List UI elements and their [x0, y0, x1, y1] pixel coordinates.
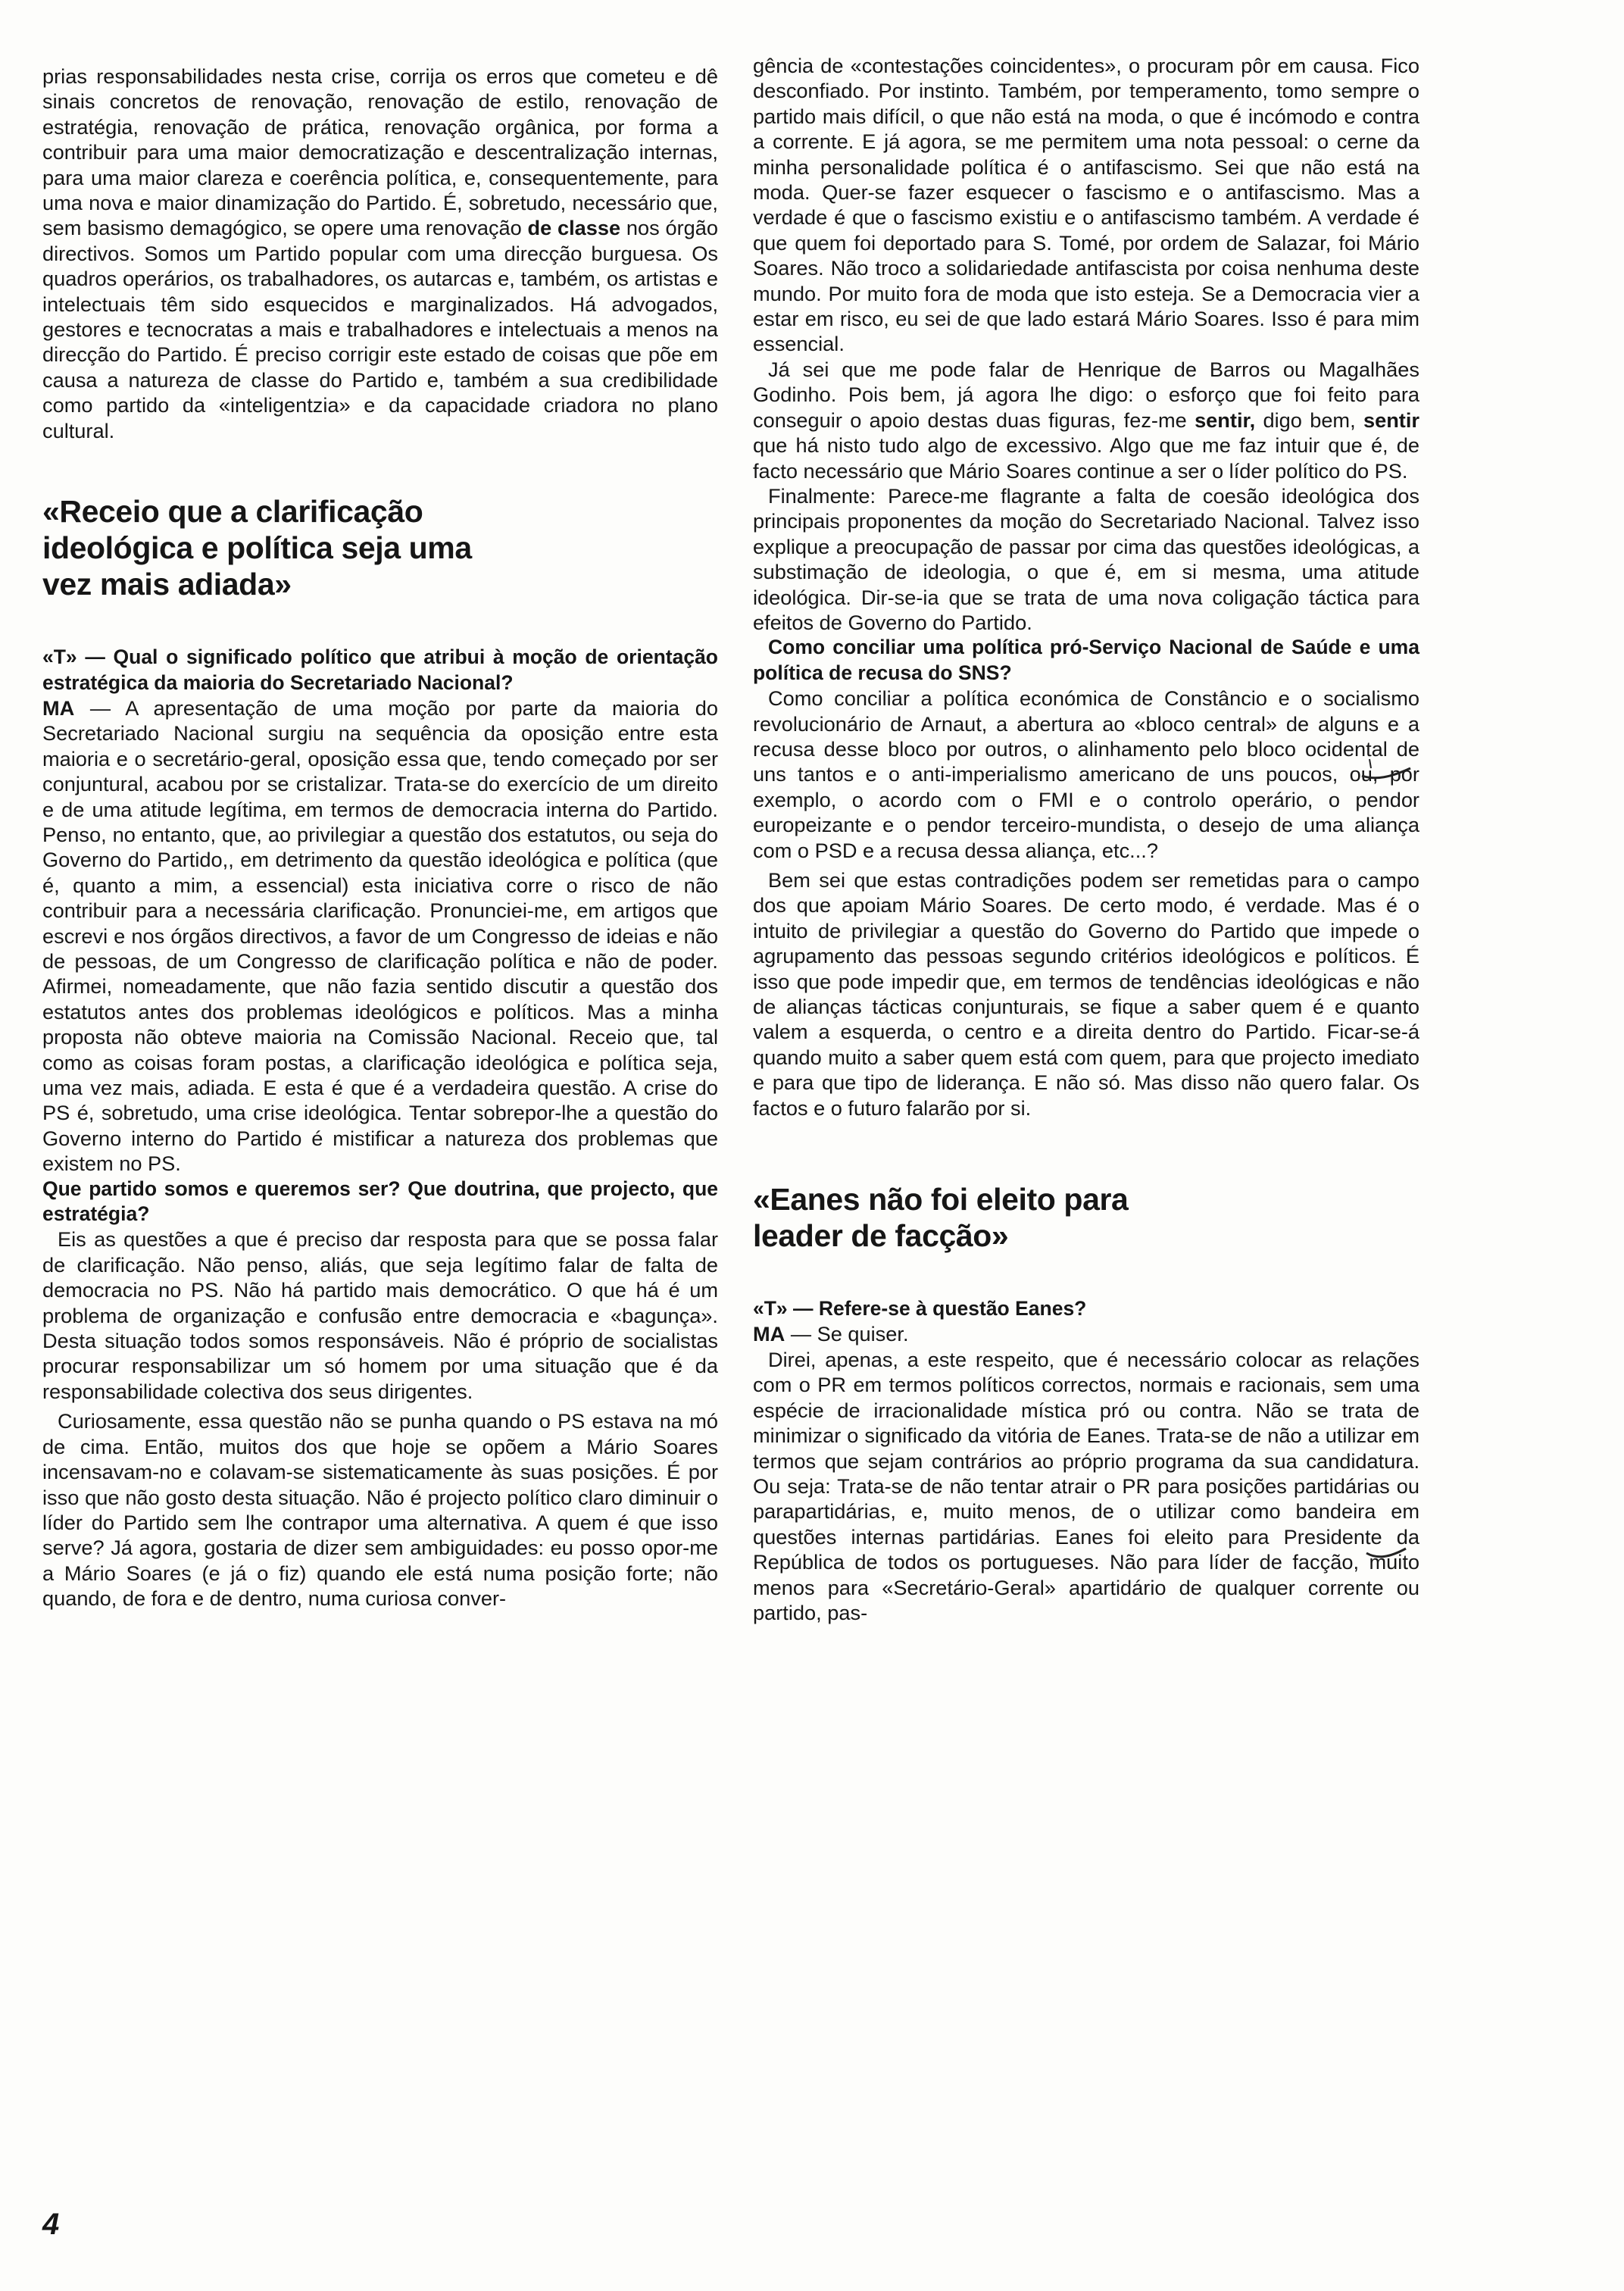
answer-mocao: MA — A apresentação de uma moção por parte da maioria do Secretariado Nacional surgiu na sequência da oposição entre esta maioria e o secretário-geral, oposição essa que, tendo começado por ser conjuntural, acabou por se cristalizar. Trata-se do exercício de um direito e de uma atitude legítima, em termos de democracia interna do Partido. Penso, no entanto, que, ao privilegiar a questão dos estatutos, ou seja do Governo do Partido,, em detrimento da questão ideológica e política (que é, quanto a mim, a essencial) esta iniciativa corre o risco de não contribuir para a necessária clarificação. Pronunciei-me, em artigos que escrevi e nos órgãos directivos, a favor de um Congresso de ideias e não de pessoas, de um Congresso de clarificação política e não de poder. Afirmei, nomeadamente, que não fazia sentido discutir a questão dos estatutos antes dos problemas ideológicos e políticos. Mas a minha proposta não obteve maioria na Comissão Nacional. Receio que, tal como as coisas foram postas, a clarificação ideológica e política seja, uma vez mais, adiada. E esta é que é a verdadeira questão. A crise do PS é, sobretudo, uma crise ideológica. Tentar sobrepor-lhe a questão do Governo interno do Partido é mistificar a natureza dos problemas que existem no PS. [42, 695, 718, 1176]
heading-clarificacao: «Receio que a clarificação ideológica e política seja uma vez mais adiada» [42, 494, 472, 602]
right-paragraph-conciliar: Como conciliar a política económica de Constâncio e o socialismo revolucionário de Arnaut, a abertura ao «bloco central» de alguns e a recusa desse bloco por outros, o alinhamento pelo bloco ocidental de uns tantos e o anti-imperialismo americano de uns poucos, ou, por exemplo, o acordo com o FMI e o controlo operário, o pendor europeizante e o pendor terceiro-mundista, o desejo de uma aliança com o PSD e a recusa dessa aliança, etc...? [753, 686, 1419, 862]
right-paragraph-contradicoes: Bem sei que estas contradições podem ser remetidas para o campo dos que apoiam Mário Soares. De certo modo, é verdade. Mas é o intuito de privilegiar a questão do Governo do Partido que impede o agrupamento das pessoas segundo critérios ideológicos e políticos. É isso que pode impedir que, em termos de tendências ideológicas e não de alianças tácticas conjunturais, se fique a saber quem é e quanto valem a esquerda, o centro e a direita dentro do Partido. Ficar-se-á quando muito a saber quem está com quem, para que projecto imediato e para que tipo de liderança. E não só. Mas disso não quero falar. Os factos e o futuro falarão por si. [753, 868, 1419, 1120]
question-sns: Como conciliar uma política pró-Serviço Nacional de Saúde e uma política de recusa do SNS? [753, 636, 1419, 684]
question-partido: Que partido somos e queremos ser? Que doutrina, que projecto, que estratégia? [42, 1177, 718, 1226]
pen-mark-icon [1360, 755, 1413, 785]
right-paragraph-finalmente: Finalmente: Parece-me flagrante a falta de coesão ideológica dos principais proponentes da moção do Secretariado Nacional. Talvez isso explique a preocupação de passar por cima das questões ideológicas, a substimação de ideologia, o que é, em si mesma, uma atitude ideológica. Dir-se-ia que se trata de uma nova coligação táctica para efeitos de Governo do Partido. [753, 483, 1419, 634]
pen-mark-icon [1363, 1533, 1409, 1564]
right-paragraph-1: gência de «contestações coincidentes», o procuram pôr em causa. Fico desconfiado. Por instinto. Também, por temperamento, tomo sempre o partido mais difícil, o que não está na moda, o que é incómodo e contra a corrente. E já agora, se me permitem uma nota pessoal: o cerne da minha personalidade política é o antifascismo. Sei que não está na moda. Quer-se fazer esquecer o fascismo e o antifascismo. Mas a verdade é que o fascismo existiu e o antifascismo também. A verdade é que quem foi deportado para S. Tomé, por ordem de Salazar, foi Mário Soares. Não troco a solidariedade antifascista por coisa nenhuma deste mundo. Por muito fora de moda que isto esteja. Se a Democracia vier a estar em risco, eu sei de que lado estará Mário Soares. Isso é para mim essencial. [753, 54, 1419, 356]
right-column [753, 53, 1419, 1625]
left-paragraph-curiosamente: Curiosamente, essa questão não se punha quando o PS estava na mó de cima. Então, muitos dos que hoje se opõem a Mário Soares incensavam-no e colavam-se sistematicamente às suas posições. É por isso que não gosto desta situação. Não é projecto político claro diminuir o líder do Partido sem lhe contrapor uma alternativa. A quem é que isso serve? Já agora, gostaria de dizer sem ambiguidades: eu posso opor-me a Mário Soares (e já o fiz) quando ele está numa posição forte; não quando, de fora e de dentro, numa curiosa conver- [42, 1409, 718, 1611]
left-paragraph-1: prias responsabilidades nesta crise, corrija os erros que cometeu e dê sinais concretos de renovação, renovação de estilo, renovação de estratégia, renovação de prática, renovação orgânica, por forma a contribuir para uma maior democratização e descentralização internas, para uma maior clareza e coerência política, e, consequentemente, para uma nova e maior dinamização do Partido. É, sobretudo, necessário que, sem basismo demagógico, se opere uma renovação de classe nos órgão directivos. Somos um Partido popular com uma direcção burguesa. Os quadros operários, os trabalhadores, os autarcas e, também, os artistas e intelectuais têm sido esquecidos e marginalizados. Há advogados, gestores e tecnocratas a mais e trabalhadores e intelectuais a menos na direcção do Partido. É preciso corrigir este estado de coisas que põe em causa a natureza de classe do Partido e, também a sua credibilidade como partido da «inteligentzia» e da capacidade criadora no plano cultural. [42, 64, 718, 442]
right-paragraph-direi: Direi, apenas, a este respeito, que é necessário colocar as relações com o PR em termos políticos correctos, normais e racionais, sem uma espécie de irracionalidade mística pró ou contra. Não se trata de minimizar o significado da vitória de Eanes. Trata-se de não a utilizar em termos que sejam contrários ao próprio programa da sua candidatura. Ou seja: Trata-se de não tentar atrair o PR para posições partidárias ou parapartidárias, e, muito menos, de o utilizar como bandeira em questões internas partidárias. Eanes foi eleito para Presidente da República de todos os portugueses. Não para líder de facção, muito menos para «Secretário-Geral» apartidário de qualquer corrente ou partido, pas- [753, 1347, 1419, 1624]
heading-eanes: «Eanes não foi eleito para leader de facção» [753, 1182, 1129, 1254]
left-column [42, 64, 718, 1611]
page-number: 4 [42, 2208, 60, 2241]
question-mocao: «T» — Qual o significado político que atribui à moção de orientação estratégica da maioria do Secretariado Nacional? [42, 645, 718, 694]
right-paragraph-henrique: Já sei que me pode falar de Henrique de Barros ou Magalhães Godinho. Pois bem, já agora lhe digo: o esforço que foi feito para conseguir o apoio destas duas figuras, fez-me sentir, digo bem, sentir que há nisto tudo algo de excessivo. Algo que me faz intuir que é, de facto necessário que Mário Soares continue a ser o líder político do PS. [753, 357, 1419, 483]
answer-eanes: MA — Se quiser. [753, 1322, 909, 1346]
left-paragraph-questoes: Eis as questões a que é preciso dar resposta para que se possa falar de clarificação. Não penso, aliás, que seja legítimo falar de falta de democracia no PS. Não há partido mais democrático. O que há é um problema de organização e confusão entre democracia e «bagunça». Desta situação todos somos responsáveis. Não é próprio de socialistas procurar responsabilizar um só homem por uma situação que é da responsabilidade colectiva dos seus dirigentes. [42, 1227, 718, 1403]
question-eanes: «T» — Refere-se à questão Eanes? [753, 1297, 1087, 1321]
